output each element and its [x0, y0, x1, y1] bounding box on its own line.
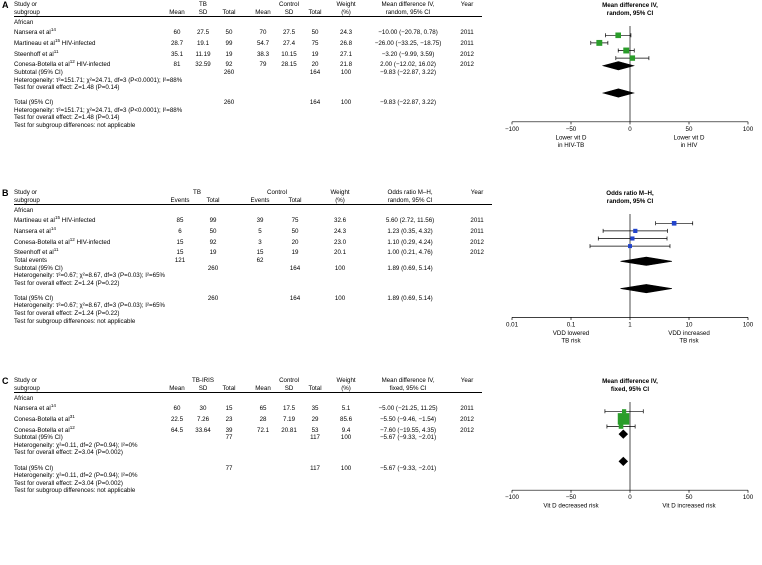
- g2-sd: 7.19: [283, 416, 296, 423]
- subtotal-row-label: Subtotal (95% CI): [14, 264, 63, 272]
- svg-text:random, 95% CI: random, 95% CI: [606, 198, 654, 205]
- g1-mean: 22.5: [170, 416, 184, 423]
- x-axis: [505, 122, 754, 133]
- subtotal-row-effect: −5.67 (−9.33, −2.01): [379, 434, 437, 442]
- g2-mean: 79: [259, 61, 267, 69]
- g2-total: 75: [311, 40, 319, 47]
- subtotal-diamond: [620, 257, 671, 265]
- col-effect-2: fixed, 95% CI: [364, 385, 452, 393]
- g2-total: 53: [311, 426, 319, 434]
- effect-value: 2.00 (−12.02, 16.02): [380, 61, 436, 69]
- col-g2-mean: Mean: [250, 9, 276, 17]
- forest-plot-area-a: [0, 0, 762, 184]
- col-weight-unit: (%): [322, 197, 358, 205]
- note-text: Heterogeneity: χ²=0.11, df=2 (P=0.94); I²=0%: [14, 441, 138, 449]
- total-events-g1: 121: [174, 256, 186, 264]
- weight-value: 21.8: [340, 61, 353, 69]
- effect-marker: [616, 33, 621, 38]
- forest-row-marker: [607, 425, 635, 429]
- total-events-label: Total events: [14, 256, 48, 264]
- svg-text:−50: −50: [565, 125, 577, 133]
- axis-direction-labels: [543, 503, 716, 510]
- g1-total: 15: [225, 405, 233, 413]
- g2-total: 75: [291, 217, 299, 225]
- total-diamond: [619, 457, 628, 465]
- g1-sd: 19.1: [196, 40, 210, 47]
- svg-text:10: 10: [685, 321, 693, 329]
- g2-events: 5: [258, 228, 262, 235]
- g2-mean: 72.1: [257, 426, 270, 434]
- forest-row-marker: [603, 229, 667, 233]
- g1-mean: 28.7: [170, 40, 184, 47]
- effect-marker: [672, 222, 676, 226]
- weight-value: 24.3: [340, 29, 353, 37]
- note-text: Test for subgroup differences: not applicable: [14, 487, 136, 495]
- g2-sd: 10.15: [281, 50, 297, 58]
- col-effect: Odds ratio M–H,: [387, 189, 433, 196]
- svg-text:Vit D decreased risk: Vit D decreased risk: [543, 502, 599, 510]
- total-row-g1-total: 77: [225, 464, 233, 472]
- weight-value: 85.6: [340, 416, 353, 423]
- forest-plot-area-c: [0, 376, 762, 558]
- g1-mean: 64.5: [170, 426, 184, 434]
- col-study: Study or: [14, 189, 38, 196]
- subtotal-row-g1-total: 77: [225, 434, 233, 442]
- effect-marker: [629, 245, 632, 248]
- g1-total: 92: [209, 238, 217, 246]
- subtotal-row-label: Subtotal (95% CI): [14, 68, 63, 76]
- total-row-label: Total (95% CI): [14, 99, 54, 107]
- effect-marker: [619, 425, 623, 429]
- svg-text:TB risk: TB risk: [679, 337, 699, 345]
- effect-value: 5.60 (2.72, 11.56): [385, 217, 435, 225]
- note-text: Heterogeneity: τ²=151.71; χ²=24.71, df=3 (P<0.0001); I²=88%: [14, 106, 183, 114]
- col-effect-2: random, 95% CI: [364, 9, 452, 17]
- weight-value: 26.8: [340, 40, 353, 47]
- col-group1: TB: [199, 1, 207, 8]
- weight-value: 9.4: [341, 426, 351, 434]
- svg-text:in HIV: in HIV: [680, 141, 698, 149]
- g2-total: 19: [291, 249, 299, 257]
- subtotal-row-weight: 100: [340, 68, 352, 76]
- subtotal-row-effect: 1.89 (0.69, 5.14): [387, 264, 433, 272]
- panel-letter: C: [2, 376, 9, 386]
- svg-text:50: 50: [685, 125, 693, 133]
- col-study: Study or: [14, 377, 38, 384]
- col-g1-mean: Mean: [164, 9, 190, 17]
- forest-row-marker: [605, 33, 630, 38]
- g1-events: 15: [176, 238, 184, 246]
- col-g2-sd: SD: [276, 9, 302, 17]
- total-row-effect: 1.89 (0.69, 5.14): [387, 294, 433, 302]
- effect-marker: [634, 229, 637, 232]
- total-diamond: [603, 89, 634, 97]
- col-g2-total: Total: [278, 197, 312, 205]
- g1-events: 15: [176, 249, 184, 257]
- g2-sd: 20.81: [281, 426, 297, 434]
- forest-row-marker: [605, 409, 643, 413]
- col-effect-2: random, 95% CI: [358, 197, 462, 205]
- study-label: Conesa-Botella et $al^{12}$ HIV-infected: [14, 59, 111, 69]
- study-label: Nansera et $al^{14}$: [14, 225, 56, 235]
- g1-total: 19: [225, 50, 233, 58]
- g1-mean: 35.1: [170, 50, 184, 58]
- effect-value: −7.60 (−19.55, 4.35): [380, 426, 437, 434]
- note-text: Heterogeneity: τ²=151.71; χ²=24.71, df=3 (P<0.0001); I²=88%: [14, 76, 183, 84]
- col-subgroup: subgroup: [14, 385, 164, 393]
- col-g1-sd: SD: [190, 385, 216, 393]
- effect-value: −3.20 (−9.99, 3.59): [381, 50, 435, 58]
- g1-sd: 30: [199, 405, 207, 413]
- col-study: Study or: [14, 1, 38, 8]
- g1-sd: 33.64: [195, 426, 211, 434]
- g2-total: 19: [311, 50, 319, 58]
- g2-events: 39: [256, 217, 264, 225]
- subtotal-row-label: Subtotal (95% CI): [14, 434, 63, 442]
- svg-text:Mean difference IV,: Mean difference IV,: [602, 2, 658, 9]
- year-value: 2011: [470, 228, 484, 235]
- svg-text:50: 50: [685, 494, 693, 502]
- svg-text:100: 100: [742, 125, 754, 133]
- axis-direction-labels: [553, 330, 711, 345]
- panel-letter: A: [2, 0, 9, 10]
- g2-events: 3: [258, 238, 262, 246]
- g2-sd: 27.5: [282, 29, 296, 37]
- svg-text:random, 95% CI: random, 95% CI: [606, 10, 654, 17]
- study-label: Conesa-Botella et $al^{12}$ HIV-infected: [14, 236, 111, 246]
- forest-row-marker: [618, 414, 629, 425]
- year-value: 2012: [460, 416, 474, 423]
- g1-mean: 60: [173, 405, 181, 413]
- plot-title: [602, 2, 658, 17]
- subtotal-row-g2-total: 117: [310, 434, 320, 442]
- effect-marker: [630, 56, 634, 60]
- col-group1: TB: [193, 189, 201, 196]
- col-g1-total: Total: [216, 385, 242, 393]
- note-text: Test for overall effect: Z=1.24 (P=0.22): [14, 279, 120, 287]
- note-text: Test for overall effect: Z=3.04 (P=0.002): [14, 479, 123, 487]
- effect-marker: [597, 40, 602, 45]
- svg-text:VDD lowered: VDD lowered: [552, 329, 590, 337]
- total-row-weight: 100: [334, 294, 346, 302]
- col-effect: Mean difference IV,: [381, 377, 435, 384]
- g1-sd: 27.5: [196, 29, 210, 37]
- g2-sd: 27.4: [282, 40, 296, 47]
- note-text: Test for overall effect: Z=3.04 (P=0.002): [14, 449, 123, 457]
- weight-value: 32.6: [334, 217, 347, 225]
- year-value: 2011: [470, 217, 484, 225]
- g1-total: 99: [209, 217, 217, 225]
- col-g2-total: Total: [302, 385, 328, 393]
- g1-total: 39: [225, 426, 233, 434]
- group-label: African: [14, 394, 34, 402]
- col-year: Year: [460, 377, 474, 384]
- effect-value: 1.23 (0.35, 4.32): [387, 228, 433, 235]
- g1-total: 23: [225, 416, 233, 423]
- svg-text:Lower vit D: Lower vit D: [555, 134, 587, 142]
- g1-total: 99: [225, 40, 233, 47]
- study-label: Steenhoff et $al^{11}$: [14, 48, 59, 58]
- svg-text:−50: −50: [565, 494, 577, 502]
- svg-text:100: 100: [742, 494, 754, 502]
- svg-text:−100: −100: [505, 125, 519, 133]
- svg-text:TB risk: TB risk: [561, 337, 581, 345]
- col-group1: TB-IRIS: [192, 377, 215, 384]
- total-row-effect: −9.83 (−22.87, 3.22): [379, 99, 437, 107]
- note-text: Heterogeneity: χ²=0.11, df=2 (P=0.94); I²=0%: [14, 472, 138, 480]
- year-value: 2011: [460, 405, 474, 413]
- col-group2: Control: [279, 1, 299, 8]
- g1-events: 6: [178, 228, 182, 235]
- x-axis: [505, 490, 754, 501]
- study-label: Conesa-Botella et $al^{31}$: [14, 413, 75, 423]
- svg-text:Mean difference IV,: Mean difference IV,: [602, 378, 658, 385]
- g2-total: 29: [311, 416, 319, 423]
- svg-text:0: 0: [628, 494, 632, 502]
- svg-text:VDD increased: VDD increased: [668, 329, 710, 337]
- g2-events: 15: [256, 249, 264, 257]
- weight-value: 27.1: [340, 50, 353, 58]
- study-label: Conesa-Botella et $al^{12}$: [14, 424, 75, 434]
- note-text: Test for overall effect: Z=1.48 (P=0.14): [14, 84, 120, 92]
- year-value: 2012: [460, 426, 474, 434]
- total-row-weight: 100: [340, 464, 352, 472]
- g1-sd: 11.19: [195, 50, 211, 58]
- group-label: African: [14, 206, 34, 214]
- svg-text:100: 100: [742, 321, 754, 329]
- year-value: 2011: [460, 29, 474, 37]
- col-weight-unit: (%): [328, 9, 364, 17]
- effect-value: −5.50 (−9.46, −1.54): [379, 416, 437, 423]
- col-subgroup: subgroup: [14, 197, 164, 205]
- svg-text:1: 1: [628, 321, 632, 329]
- col-g2-total: Total: [302, 9, 328, 17]
- subtotal-diamond: [619, 430, 628, 438]
- year-value: 2012: [460, 50, 474, 58]
- svg-text:Lower vit D: Lower vit D: [673, 134, 705, 142]
- weight-value: 5.1: [341, 405, 351, 413]
- svg-text:0.1: 0.1: [566, 321, 576, 329]
- svg-text:Vit D increased risk: Vit D increased risk: [662, 502, 716, 510]
- subtotal-row-g2-total: 164: [309, 68, 321, 76]
- g2-total: 50: [311, 29, 319, 37]
- g2-total: 35: [311, 405, 319, 413]
- g2-sd: 28.15: [281, 61, 297, 69]
- g2-mean: 54.7: [256, 40, 270, 47]
- svg-text:0: 0: [628, 125, 632, 133]
- col-g1-mean: Mean: [164, 385, 190, 393]
- subtotal-row-g1-total: 260: [223, 68, 235, 76]
- group-label: African: [14, 18, 34, 26]
- study-label: Martineau et $al^{15}$ HIV-infected: [14, 215, 96, 225]
- plot-title: [602, 378, 658, 393]
- study-label: Nansera et $al^{14}$: [14, 27, 56, 37]
- study-label: Martineau et $al^{15}$ HIV-infected: [14, 37, 96, 47]
- col-group2: Control: [279, 377, 300, 384]
- weight-value: 23.0: [334, 238, 347, 246]
- svg-text:fixed, 95% CI: fixed, 95% CI: [610, 386, 650, 393]
- col-g2-events: Events: [242, 197, 278, 205]
- col-g1-total: Total: [196, 197, 230, 205]
- forest-row-marker: [598, 237, 667, 241]
- col-g2-mean: Mean: [250, 385, 276, 393]
- effect-value: −26.00 (−33.25, −18.75): [374, 40, 442, 47]
- col-weight-unit: (%): [328, 385, 364, 393]
- svg-text:in HIV-TB: in HIV-TB: [557, 141, 585, 149]
- forest-row-marker: [590, 244, 670, 248]
- g2-mean: 70: [259, 29, 267, 37]
- weight-value: 20.1: [334, 249, 347, 257]
- total-row-g2-total: 164: [309, 99, 321, 107]
- total-row-weight: 100: [340, 99, 352, 107]
- col-group2: Control: [267, 189, 287, 196]
- g1-total: 50: [225, 29, 233, 37]
- study-label: Nansera et $al^{14}$: [14, 403, 56, 413]
- effect-value: −10.00 (−20.78, 0.78): [378, 29, 438, 37]
- year-value: 2012: [470, 238, 484, 246]
- effect-marker: [631, 237, 634, 240]
- svg-text:−100: −100: [505, 494, 519, 502]
- note-text: Test for subgroup differences: not applicable: [14, 317, 136, 325]
- total-row-g1-total: 260: [223, 99, 235, 107]
- g1-total: 19: [209, 249, 217, 257]
- panel-letter: B: [2, 188, 9, 198]
- col-weight: Weight: [336, 1, 356, 8]
- total-row-label: Total (95% CI): [14, 294, 54, 302]
- col-g1-sd: SD: [190, 9, 216, 17]
- subtotal-row-weight: 100: [340, 434, 352, 442]
- total-row-label: Total (95% CI): [14, 464, 54, 472]
- effect-marker: [624, 48, 629, 53]
- year-value: 2012: [460, 61, 474, 69]
- g1-events: 85: [176, 217, 184, 225]
- effect-value: 1.10 (0.29, 4.24): [387, 238, 433, 246]
- note-text: Test for subgroup differences: not applicable: [14, 122, 136, 130]
- forest-row-marker: [656, 221, 693, 225]
- g2-sd: 17.5: [283, 405, 296, 413]
- g2-total: 20: [291, 238, 299, 246]
- g2-total: 50: [291, 228, 299, 235]
- g1-sd: 7.26: [196, 416, 210, 423]
- g1-sd: 32.59: [195, 61, 211, 69]
- note-text: Test for overall effect: Z=1.48 (P=0.14): [14, 114, 120, 122]
- subtotal-row-effect: −9.83 (−22.87, 3.22): [379, 68, 437, 76]
- g1-total: 92: [225, 61, 233, 69]
- svg-text:0.01: 0.01: [505, 321, 519, 329]
- weight-value: 24.3: [334, 228, 347, 235]
- col-weight: Weight: [336, 377, 356, 384]
- note-text: Heterogeneity: τ²=0.67; χ²=8.67, df=3 (P=0.03); I²=65%: [14, 302, 166, 310]
- forest-row-marker: [618, 48, 634, 53]
- subtotal-row-g1-total: 260: [207, 264, 219, 272]
- col-effect: Mean difference IV,: [381, 1, 435, 8]
- col-subgroup: subgroup: [14, 9, 164, 17]
- g1-mean: 60: [173, 29, 181, 37]
- forest-row-marker: [616, 56, 649, 60]
- col-weight: Weight: [330, 189, 350, 196]
- effect-marker: [623, 410, 626, 413]
- effect-value: 1.00 (0.21, 4.76): [387, 249, 433, 257]
- effect-marker: [618, 414, 629, 425]
- col-year: Year: [470, 189, 484, 196]
- g1-total: 50: [209, 228, 217, 235]
- g2-mean: 38.3: [256, 50, 270, 58]
- col-g1-events: Events: [164, 197, 196, 205]
- g1-mean: 81: [173, 61, 181, 69]
- col-g2-sd: SD: [276, 385, 302, 393]
- total-row-g1-total: 260: [207, 294, 219, 302]
- effect-value: −5.00 (−21.25, 11.25): [378, 405, 438, 413]
- g2-total: 20: [311, 61, 319, 69]
- year-value: 2011: [460, 40, 474, 47]
- forest-row-marker: [591, 40, 608, 45]
- subtotal-row-g2-total: 164: [289, 264, 301, 272]
- total-diamond: [620, 284, 671, 292]
- total-row-effect: −5.67 (−9.33, −2.01): [379, 464, 437, 472]
- col-year: Year: [460, 1, 474, 8]
- forest-plot-area-b: [0, 188, 762, 372]
- total-row-g2-total: 164: [289, 294, 301, 302]
- plot-title: [606, 190, 654, 205]
- note-text: Test for overall effect: Z=1.24 (P=0.22): [14, 310, 120, 318]
- study-label: Steenhoff et $al^{11}$: [14, 247, 59, 257]
- subtotal-diamond: [603, 62, 634, 70]
- total-row-g2-total: 117: [310, 464, 320, 472]
- g2-mean: 65: [259, 405, 267, 413]
- note-text: Heterogeneity: τ²=0.67; χ²=8.67, df=3 (P=0.03); I²=65%: [14, 272, 166, 280]
- axis-direction-labels: [556, 134, 705, 149]
- col-g1-total: Total: [216, 9, 242, 17]
- x-axis: [506, 317, 754, 328]
- g2-mean: 28: [259, 416, 267, 423]
- svg-text:Odds ratio M–H,: Odds ratio M–H,: [606, 190, 654, 197]
- total-events-g2: 62: [256, 256, 264, 264]
- subtotal-row-weight: 100: [334, 264, 346, 272]
- year-value: 2012: [470, 249, 484, 257]
